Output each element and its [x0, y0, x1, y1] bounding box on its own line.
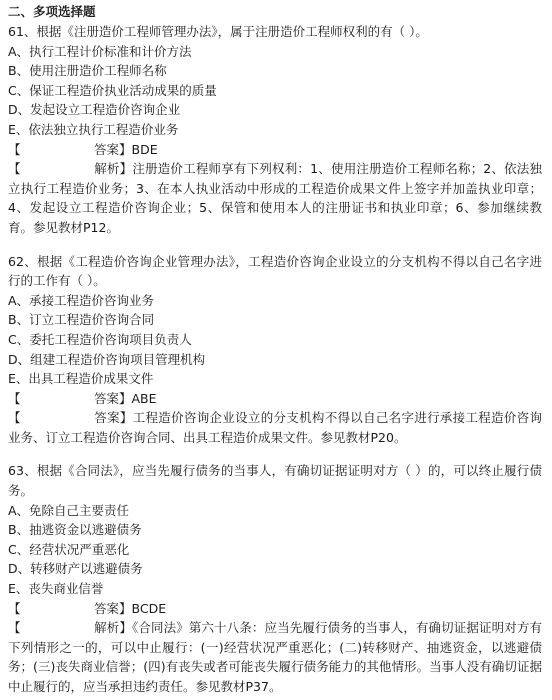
- analysis-block: [8, 618, 542, 696]
- section-title: 二、多项选择题: [8, 4, 96, 19]
- option-c: C、保证工程造价执业活动成果的质量: [8, 82, 217, 98]
- answer-bracket: 【: [8, 141, 21, 157]
- option-d: D、转移财产以逃避债务: [8, 561, 143, 577]
- analysis-text: 注册造价工程师享有下列权利：1、使用注册造价工程师名称；2、依法独立执行工程造价业务；3、在本人执业活动中形成的工程造价成果文件上签字并加盖执业印章；4、发起设立工程造价咨询企业；5、保管和使用本人的注册证书和执业印章；6、参加继续教育。参见教材P12。: [8, 161, 542, 235]
- analysis-text: 《合同法》第六十八条：应当先履行债务的当事人，有确切证据证明对方有下列情形之一的，可以中止履行：(一)经营状况严重恶化；(二)转移财产、抽逃资金，以逃避债务；(三)丧失商业信誉；(四)有丧失或者可能丧失履行债务能力的其他情形。当事人没有确切证据中止履行的，应当承担违约责任。参见教材P37。: [8, 620, 542, 694]
- answer-line: [8, 140, 542, 160]
- answer-line: [8, 599, 542, 619]
- question-stem: 62、根据《工程造价咨询企业管理办法》，工程造价咨询企业设立的分支机构不得以自己名字进行的工作有（ ）。: [8, 253, 542, 289]
- answer-label: 答案】ABE: [94, 390, 157, 406]
- option-d: D、发起设立工程造价咨询企业: [8, 102, 181, 118]
- question-stem: 61、根据《注册造价工程师管理办法》，属于注册造价工程师权利的有（ ）。: [8, 24, 428, 39]
- option-d: D、组建工程造价咨询项目管理机构: [8, 351, 206, 367]
- analysis-text: 工程造价咨询企业设立的分支机构不得以自己名字进行承接工程造价咨询业务、订立工程造价咨询合同、出具工程造价成果文件。参见教材P20。: [8, 410, 542, 445]
- analysis-label: 解析】: [94, 620, 132, 636]
- question-62: [8, 252, 542, 448]
- spacer: [8, 447, 542, 461]
- question-61: [8, 22, 542, 238]
- question-stem: 63、根据《合同法》，应当先履行债务的当事人，有确切证据证明对方（ ）的，可以终止履行债务。: [8, 463, 542, 499]
- option-a: A、免除自己主要责任: [8, 502, 130, 518]
- option-a: A、执行工程计价标准和计价方法: [8, 43, 192, 59]
- answer-bracket: 【: [8, 600, 21, 616]
- option-e: E、依法独立执行工程造价业务: [8, 121, 179, 137]
- analysis-bracket: 【: [8, 620, 21, 636]
- option-a: A、承接工程造价咨询业务: [8, 292, 155, 308]
- option-b: B、使用注册造价工程师名称: [8, 63, 167, 79]
- option-e: E、出具工程造价成果文件: [8, 371, 154, 387]
- option-b: B、订立工程造价咨询合同: [8, 312, 155, 328]
- answer-label: 答案】BCDE: [94, 600, 167, 616]
- answer-bracket: 【: [8, 390, 21, 406]
- spacer: [8, 238, 542, 252]
- analysis-label: 解析】: [94, 161, 133, 177]
- analysis-block: [8, 408, 542, 447]
- analysis-label: 答案】: [94, 410, 133, 426]
- option-c: C、经营状况严重恶化: [8, 541, 130, 557]
- question-63: [8, 461, 542, 696]
- analysis-block: [8, 159, 542, 237]
- analysis-bracket: 【: [8, 410, 21, 426]
- option-b: B、抽逃资金以逃避债务: [8, 522, 142, 538]
- analysis-bracket: 【: [8, 161, 21, 177]
- answer-label: 答案】BDE: [94, 141, 158, 157]
- answer-line: [8, 389, 542, 409]
- option-c: C、委托工程造价咨询项目负责人: [8, 331, 192, 347]
- option-e: E、丧失商业信誉: [8, 581, 104, 597]
